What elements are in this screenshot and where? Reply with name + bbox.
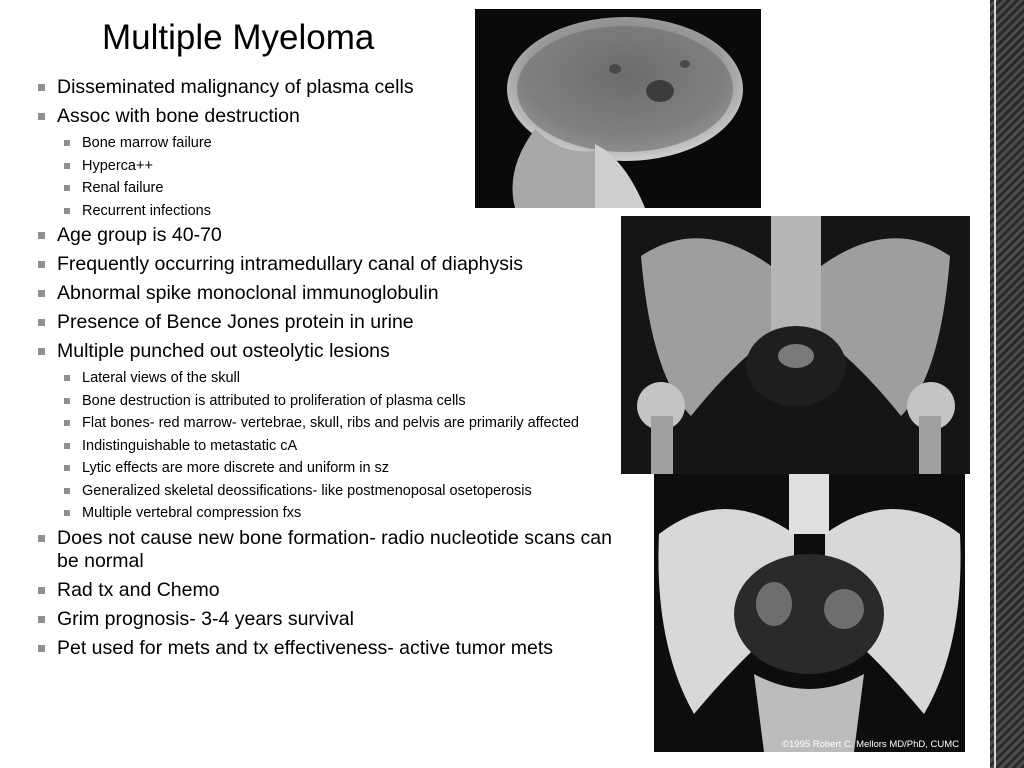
sub-bullet-item: Recurrent infections — [36, 202, 621, 220]
slide-title: Multiple Myeloma — [102, 18, 375, 57]
sub-bullet-item: Renal failure — [36, 179, 621, 197]
sub-bullet-item: Generalized skeletal deossifications- like postmenoposal osetoperosis — [36, 482, 621, 500]
sub-bullet-item: Bone destruction is attributed to proliferation of plasma cells — [36, 392, 621, 410]
bullet-item: Pet used for mets and tx effectiveness- active tumor mets — [36, 637, 621, 660]
bullet-item: Multiple punched out osteolytic lesions — [36, 340, 621, 363]
sub-bullet-item: Bone marrow failure — [36, 134, 621, 152]
skull-xray-image — [475, 9, 761, 208]
sub-bullet-item: Hyperca++ — [36, 157, 621, 175]
bullet-item: Assoc with bone destruction — [36, 105, 621, 128]
sub-bullet-item: Flat bones- red marrow- vertebrae, skull, ribs and pelvis are primarily affected — [36, 414, 621, 432]
image-credit: ©1995 Robert C. Mellors MD/PhD, CUMC — [782, 739, 959, 750]
decorative-edge-line — [994, 0, 996, 768]
bullet-item: Age group is 40-70 — [36, 224, 621, 247]
bullet-item: Grim prognosis- 3-4 years survival — [36, 608, 621, 631]
bullet-item: Frequently occurring intramedullary canal of diaphysis — [36, 253, 621, 276]
sub-bullet-item: Indistinguishable to metastatic cA — [36, 437, 621, 455]
bullet-item: Rad tx and Chemo — [36, 579, 621, 602]
bullet-item: Presence of Bence Jones protein in urine — [36, 311, 621, 334]
sub-bullet-item: Lytic effects are more discrete and uniform in sz — [36, 459, 621, 477]
pelvis-xray-image-2 — [654, 474, 965, 752]
sub-bullet-item: Lateral views of the skull — [36, 369, 621, 387]
pelvis-xray-image — [621, 216, 970, 474]
bullet-item: Abnormal spike monoclonal immunoglobulin — [36, 282, 621, 305]
bullet-item: Does not cause new bone formation- radio nucleotide scans can be normal — [36, 527, 621, 573]
sub-bullet-item: Multiple vertebral compression fxs — [36, 504, 621, 522]
bullet-item: Disseminated malignancy of plasma cells — [36, 76, 621, 99]
